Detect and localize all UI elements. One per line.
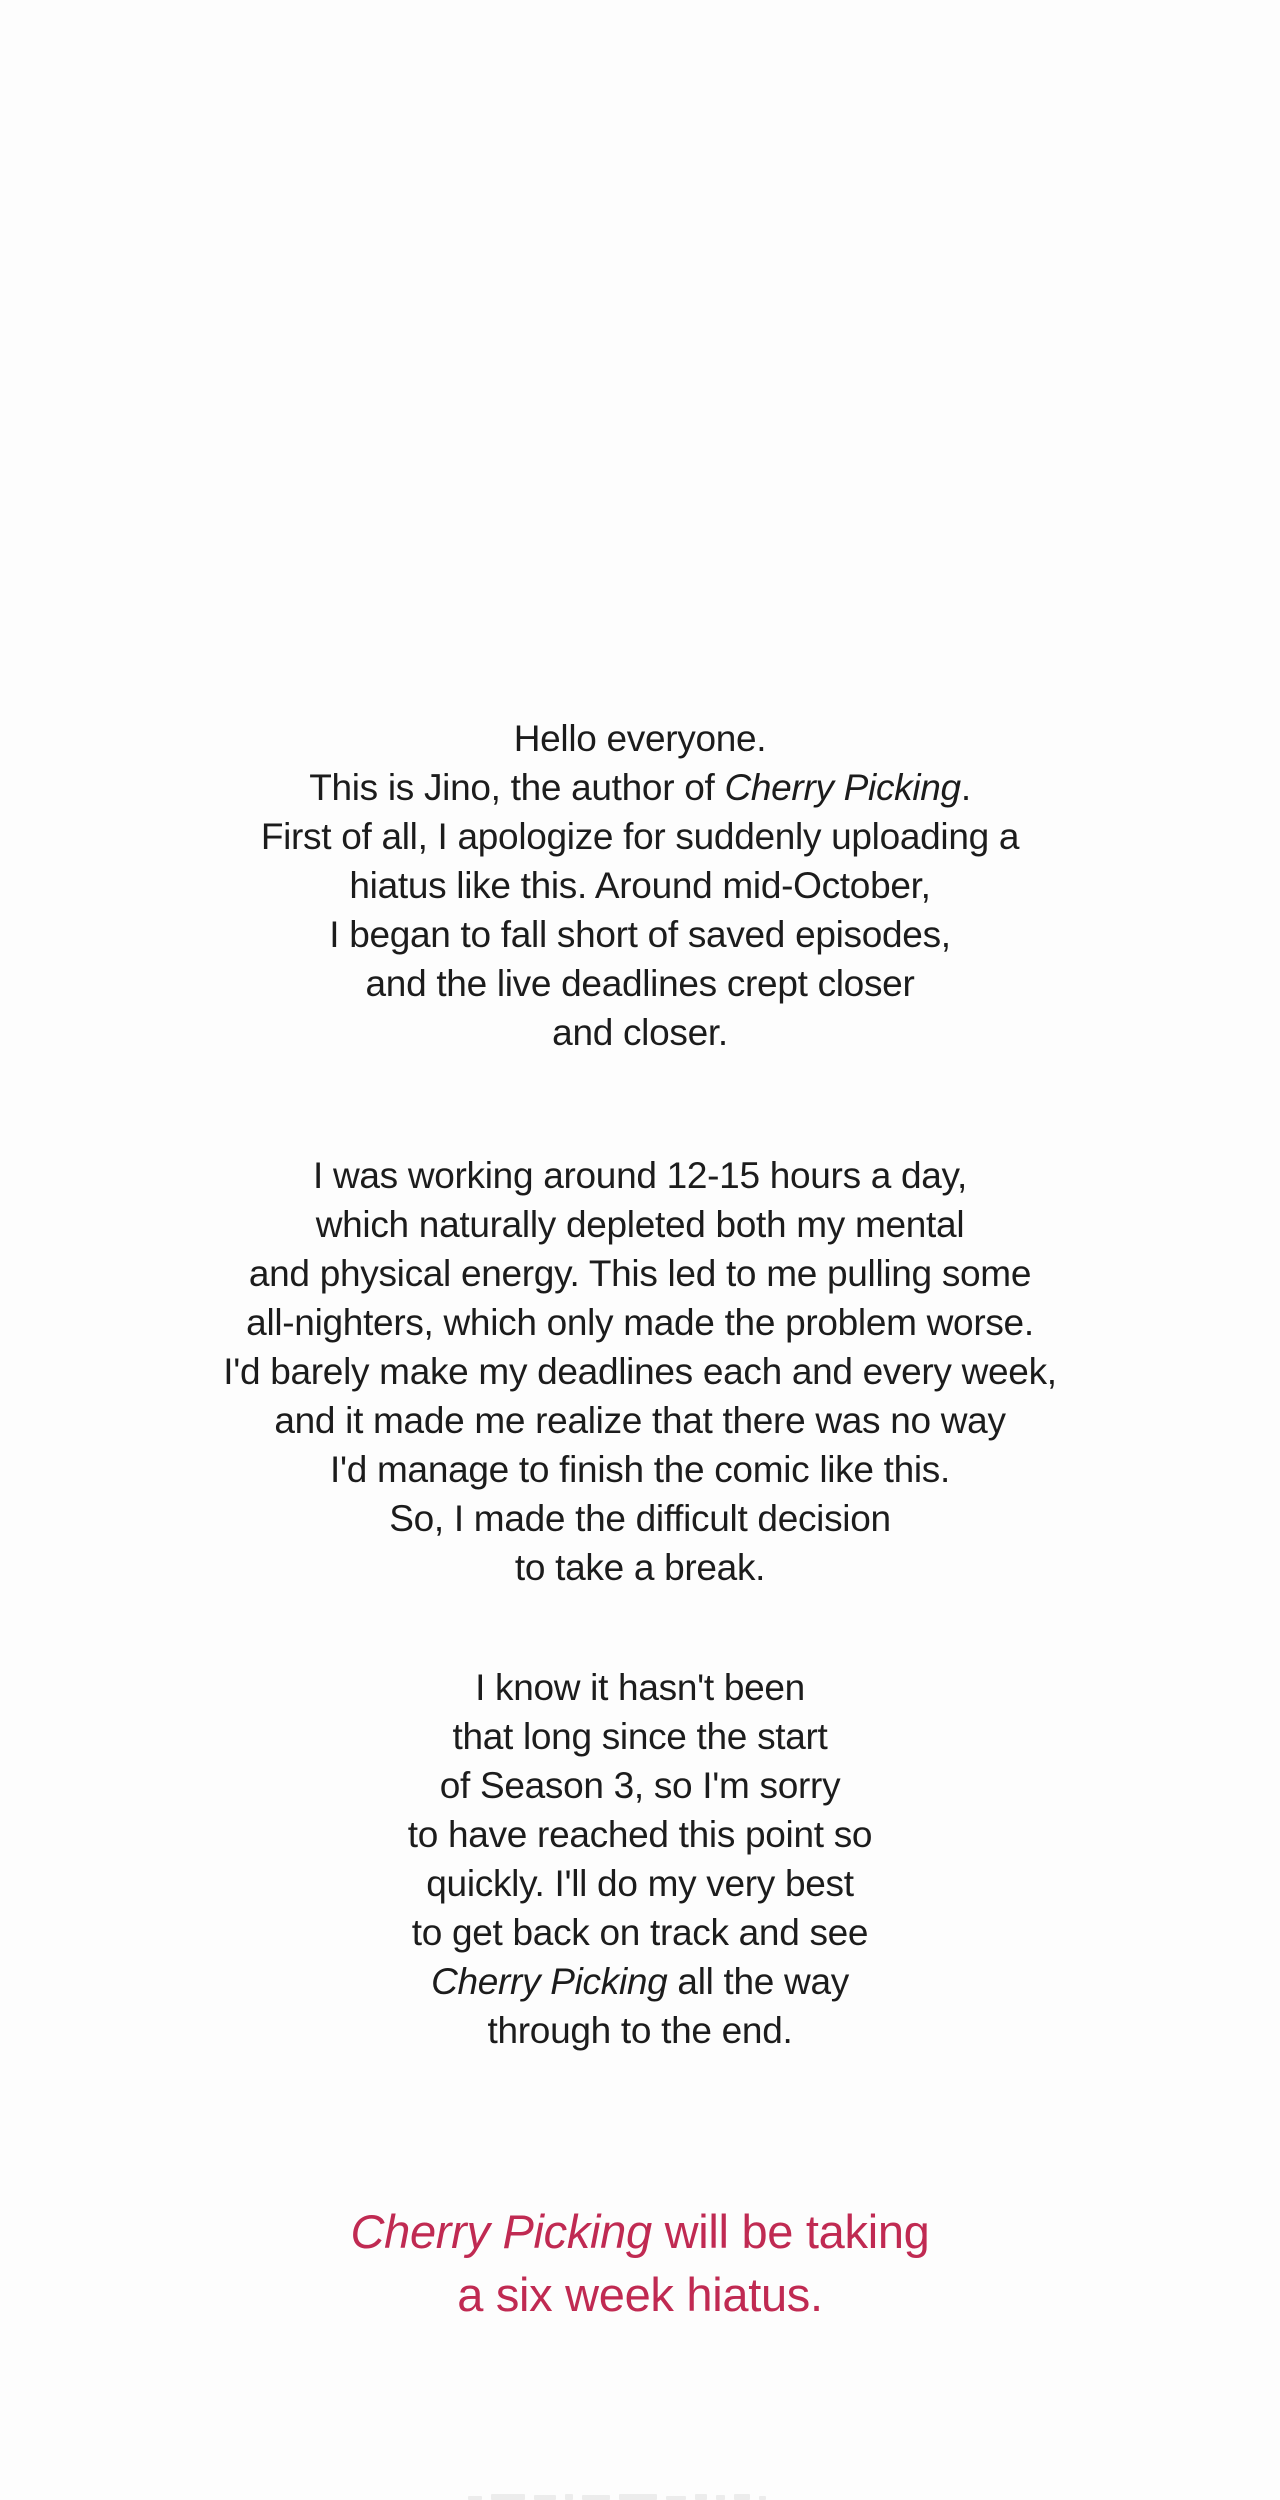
notice-text: and it made me realize that there was no way bbox=[274, 1400, 1006, 1441]
comic-title-text: Cherry Picking bbox=[350, 2205, 652, 2258]
notice-line bbox=[0, 1008, 1280, 1057]
notice-line bbox=[0, 2006, 1280, 2055]
notice-line bbox=[0, 1298, 1280, 1347]
notice-line bbox=[0, 1957, 1280, 2006]
notice-line bbox=[0, 1712, 1280, 1761]
notice-text: I know it hasn't been bbox=[475, 1667, 805, 1708]
notice-line bbox=[0, 1543, 1280, 1592]
notice-line bbox=[0, 1810, 1280, 1859]
notice-line bbox=[0, 1494, 1280, 1543]
notice-text: and closer. bbox=[552, 1012, 728, 1053]
notice-text: Hello everyone. bbox=[513, 718, 767, 759]
notice-line bbox=[0, 1151, 1280, 1200]
notice-text: I began to fall short of saved episodes, bbox=[329, 914, 951, 955]
notice-text: to get back on track and see bbox=[411, 1912, 869, 1953]
notice-text: all-nighters, which only made the problem worse. bbox=[246, 1302, 1034, 1343]
notice-line bbox=[0, 1249, 1280, 1298]
notice-line bbox=[0, 714, 1280, 763]
notice-text: will be taking bbox=[651, 2205, 930, 2258]
notice-line bbox=[0, 959, 1280, 1008]
notice-line bbox=[0, 861, 1280, 910]
notice-text: So, I made the difficult decision bbox=[389, 1498, 891, 1539]
notice-text: I was working around 12-15 hours a day, bbox=[313, 1155, 967, 1196]
hiatus-announcement bbox=[0, 2200, 1280, 2326]
notice-text: This is Jino, the author of bbox=[309, 767, 725, 808]
cutoff-next-panel-text bbox=[468, 2493, 828, 2500]
notice-text: and physical energy. This led to me pulling some bbox=[248, 1253, 1032, 1294]
notice-paragraph-intro bbox=[0, 714, 1280, 1057]
notice-text: through to the end. bbox=[487, 2010, 793, 2051]
notice-line bbox=[0, 763, 1280, 812]
notice-text: of Season 3, so I'm sorry bbox=[439, 1765, 841, 1806]
notice-line bbox=[0, 1200, 1280, 1249]
notice-text: First of all, I apologize for suddenly uploading a bbox=[260, 816, 1020, 857]
notice-paragraph-apology bbox=[0, 1663, 1280, 2055]
notice-line bbox=[0, 1859, 1280, 1908]
notice-text: . bbox=[960, 767, 971, 808]
notice-line bbox=[0, 1908, 1280, 1957]
comic-title-text: Cherry Picking bbox=[724, 767, 961, 808]
notice-line bbox=[0, 910, 1280, 959]
notice-line bbox=[0, 812, 1280, 861]
notice-line bbox=[0, 1761, 1280, 1810]
notice-text: which naturally depleted both my mental bbox=[315, 1204, 965, 1245]
notice-line bbox=[0, 2263, 1280, 2326]
notice-line bbox=[0, 2200, 1280, 2263]
notice-text: and the live deadlines crept closer bbox=[365, 963, 915, 1004]
notice-text: I'd barely make my deadlines each and every week, bbox=[223, 1351, 1057, 1392]
notice-line bbox=[0, 1445, 1280, 1494]
notice-line bbox=[0, 1396, 1280, 1445]
notice-text: to take a break. bbox=[514, 1547, 766, 1588]
notice-line bbox=[0, 1347, 1280, 1396]
notice-line bbox=[0, 1663, 1280, 1712]
notice-text: hiatus like this. Around mid-October, bbox=[349, 865, 931, 906]
notice-text: all the way bbox=[667, 1961, 849, 2002]
notice-text: I'd manage to finish the comic like this. bbox=[330, 1449, 950, 1490]
comic-title-text: Cherry Picking bbox=[431, 1961, 668, 2002]
notice-paragraph-workload bbox=[0, 1151, 1280, 1592]
notice-text: a six week hiatus. bbox=[457, 2268, 823, 2321]
notice-text: quickly. I'll do my very best bbox=[426, 1863, 854, 1904]
notice-text: that long since the start bbox=[452, 1716, 828, 1757]
notice-text: to have reached this point so bbox=[407, 1814, 873, 1855]
